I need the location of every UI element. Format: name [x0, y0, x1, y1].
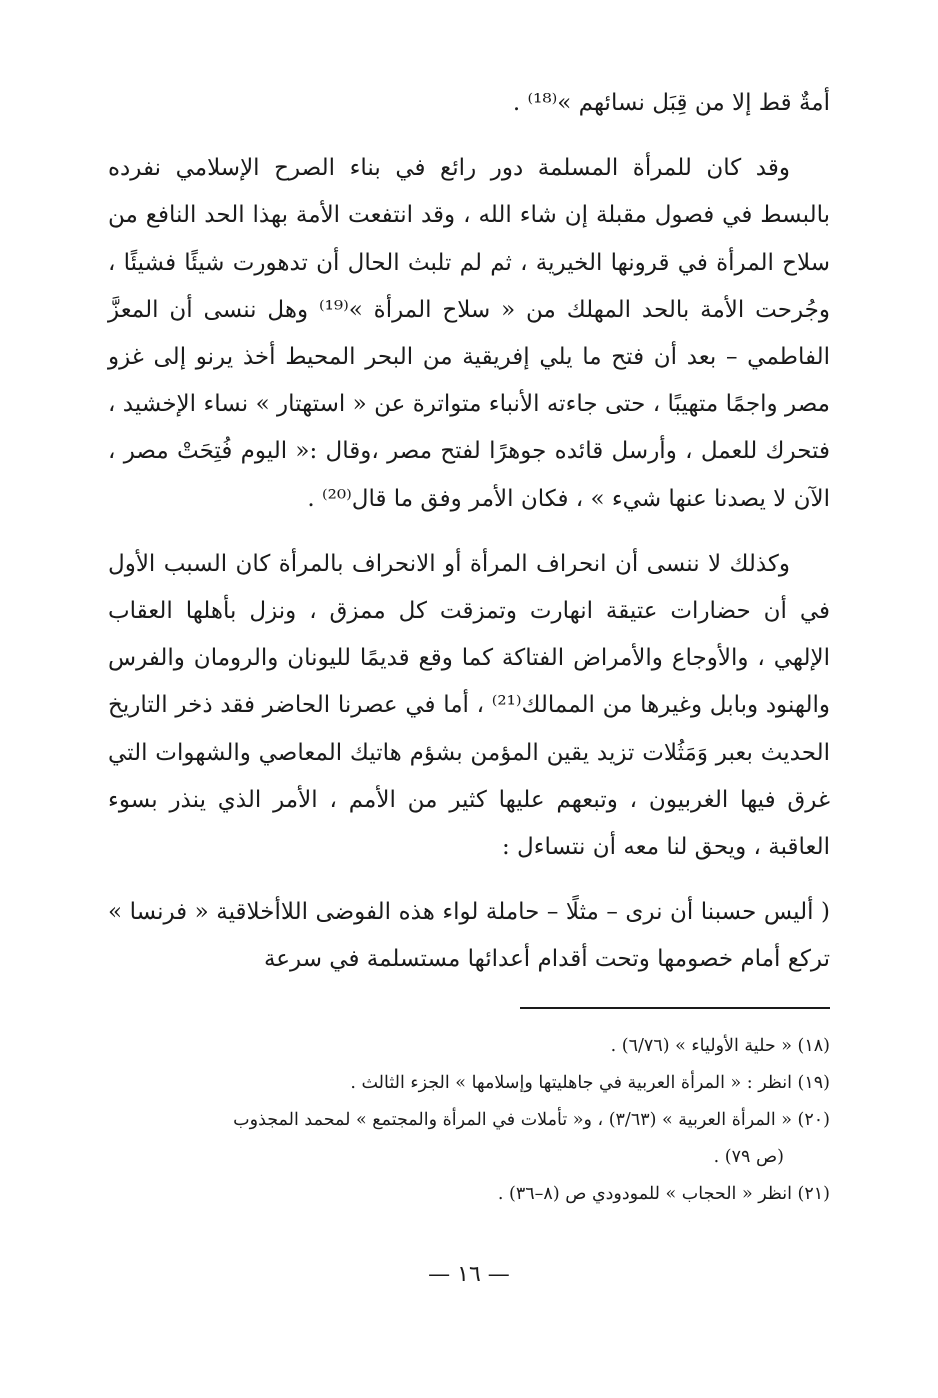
footnote-text: (١٩) انظر : « المرأة العربية في جاهليتها وإسلامها » الجزء الثالث . [350, 1073, 830, 1093]
footnote-18 [108, 1028, 830, 1065]
footnote-21 [108, 1176, 830, 1213]
footnote-text: (٢٠) « المرأة العربية » (٣/٦٣) ، و« تأملات في المرأة والمجتمع » لمحمد المجذوب [233, 1110, 830, 1130]
footnote-text: (١٨) « حلية الأولياء » (٦/٧٦) . [610, 1036, 830, 1056]
paragraph-2: وقد كان للمرأة المسلمة دور رائع في بناء الصرح الإسلامي نفرده بالبسط في فصول مقبلة إن شاء الله ، وقد انتفعت الأمة بهذا الحد النافع من سلاح المرأة في قرونها الخيرية ، ثم لم تلبث الحال أن تدهورت شيئًا فشيئًا ، وجُرحت الأمة بالحد المهلك من « سلاح المرأة »⁽¹⁹⁾ وهل ننسى أن المعزَّ الفاطمي – بعد أن فتح ما يلي إفريقية من البحر المحيط أخذ يرنو إلى غزو مصر واجمًا متهيبًا ، حتى جاءته الأنباء متواترة عن « استهتار » نساء الإخشيد ، فتحرك للعمل ، وأرسل قائده جوهرًا لفتح مصر ،وقال :« اليوم فُتِحَتْ مصر ، الآن لا يصدنا عنها شيء » ، فكان الأمر وفق ما قال⁽²⁰⁾ . [108, 155, 831, 512]
footnotes [108, 1028, 830, 1213]
footnote-text: (٢١) انظر « الحجاب » للمودودي ص (٨–٣٦) . [497, 1184, 830, 1204]
footnote-continuation: (ص ٧٩) . [713, 1147, 784, 1167]
paragraph-1: أمةٌ قط إلا من قِبَل نسائهم »⁽¹⁸⁾ . [512, 90, 830, 116]
paragraph-3: وكذلك لا ننسى أن انحراف المرأة أو الانحراف بالمرأة كان السبب الأول في أن حضارات عتيقة انهارت وتمزقت كل ممزق ، ونزل بأهلها العقاب الإلهي ، والأوجاع والأمراض الفتاكة كما وقع قديمًا لليونان والرومان والفرس والهنود وبابل وغيرها من الممالك⁽²¹⁾ ، أما في عصرنا الحاضر فقد ذخر التاريخ الحديث بعبر وَمَثُلات تزيد يقين المؤمن بشؤم هاتيك المعاصي والشهوات التي غرق فيها الغربيون ، وتبعهم عليها كثير من الأمم ، الأمر الذي ينذر بسوء العاقبة ، ويحق لنا معه أن نتساءل : [108, 550, 830, 861]
page-number: — ١٦ — [428, 1262, 510, 1287]
footnote-20 [108, 1102, 830, 1176]
paragraph-4: ( أليس حسبنا أن نرى – مثلًا – حاملة لواء هذه الفوضى اللاأخلاقية « فرنسا » تركع أمام خصومها وتحت أقدام أعدائها مستسلمة في سرعة [108, 899, 830, 973]
main-text [108, 80, 830, 984]
footnote-separator [520, 1007, 830, 1009]
footnote-19 [108, 1065, 830, 1102]
